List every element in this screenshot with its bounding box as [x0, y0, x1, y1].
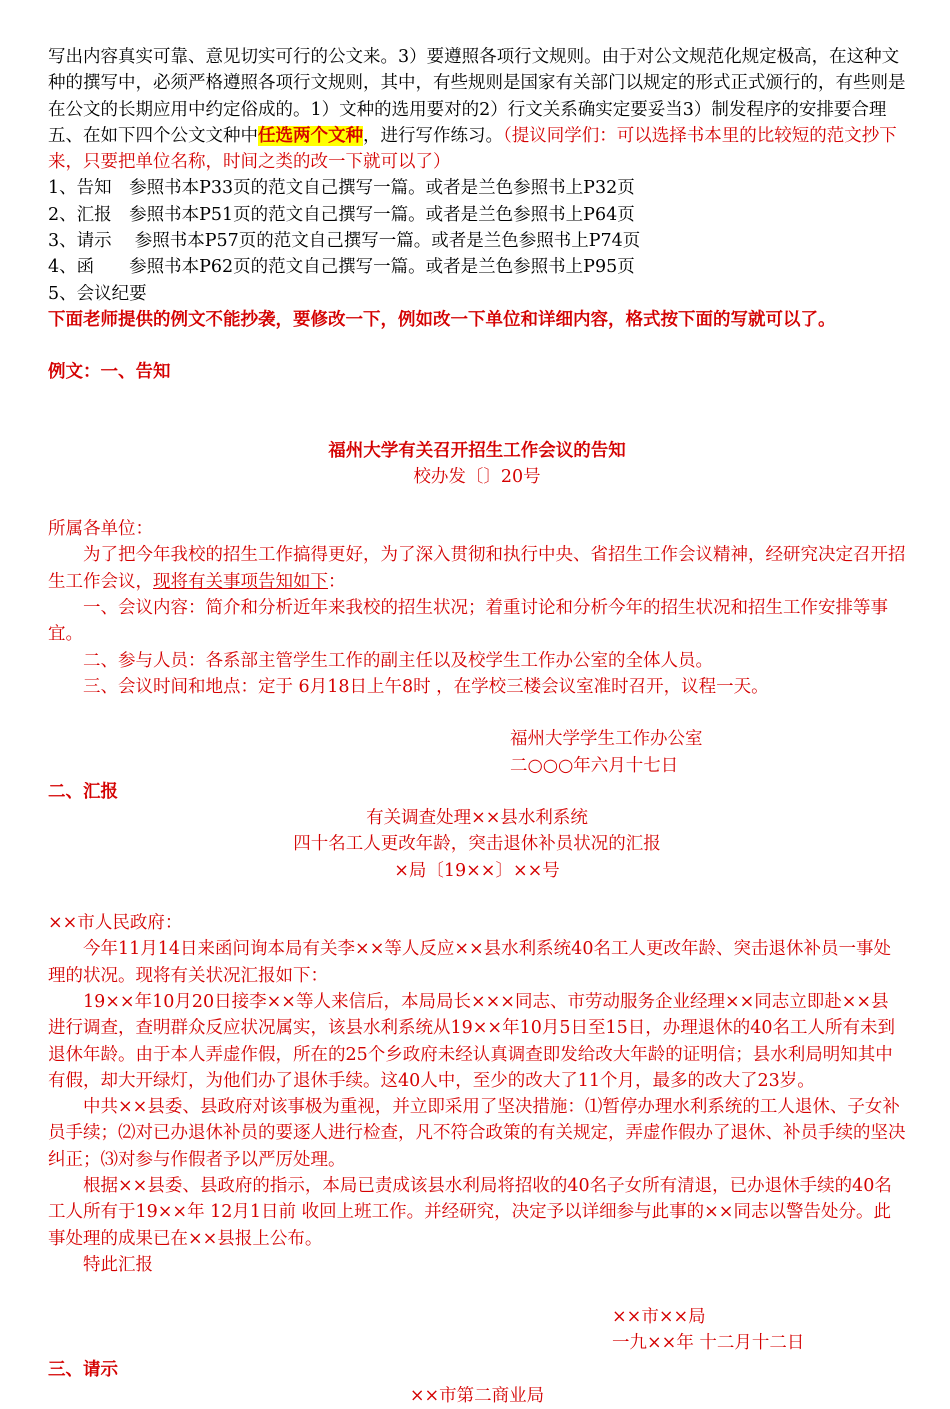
list-item-notice: 1、告知 参照书本P33页的范文自己撰写一篇。或者是兰色参照书上P32页: [48, 178, 635, 199]
notice-title: 福州大学有关召开招生工作会议的告知: [328, 440, 626, 461]
spacer: [48, 386, 906, 412]
report-signature: ××市××局: [612, 1307, 706, 1328]
question-five-prefix: 五、在如下四个公文文种中: [48, 125, 258, 146]
spacer: [48, 1278, 906, 1304]
notice-intro-end: ：: [328, 571, 346, 592]
report-paragraph-1: 今年11月14日来函问询本局有关李××等人反应××县水利系统40名工人更改年龄、突击退休补员一事处理的状况。现将有关状况汇报如下：: [48, 939, 891, 986]
question-five-hint: （提议同学们：可以选择书本里的比较短的范文抄下来，只要把单位名称，时间之类的改一下就可以了）: [48, 125, 897, 173]
spacer: [48, 884, 906, 910]
notice-intro-lead: 为了把今年我校的招生工作搞得更好，为了深入贯彻和执行中央、省招生工作会议精神，经研究决定召开招生工作会议，: [48, 545, 906, 592]
spacer: [48, 490, 906, 516]
list-item-report: 2、汇报 参照书本P51页的范文自己撰写一篇。或者是兰色参照书上P64页: [48, 204, 635, 225]
notice-addressee: 所属各单位：: [48, 519, 153, 540]
list-item-minutes: 5、会议纪要: [48, 283, 147, 304]
report-paragraph-2: 19××年10月20日接李××等人来信后，本局局长×××同志、市劳动服务企业经理××同志立即赴××县进行调查，查明群众反应状况属实，该县水利系统从19××年10月5日至15日，办理退休的40名工人所有未到退休年龄。由于本人弄虚作假，所在的25个乡政府未经认真调查即发给改大年龄的证明信；县水利局明知其中有假，却大开绿灯，为他们办了退休手续。这40人中，至少的改大了11个月，最多的改大了23岁。: [48, 991, 896, 1091]
notice-item-content: 一、会议内容：简介和分析近年来我校的招生状况；着重讨论和分析今年的招生状况和招生工作安排等事宜。: [48, 598, 888, 645]
report-closing: 特此汇报: [83, 1254, 153, 1275]
notice-doc-number: 校办发〔〕20号: [413, 466, 541, 487]
question-five-mid: ，进行写作练习。: [363, 125, 503, 146]
report-addressee: ××市人民政府：: [48, 913, 183, 934]
report-doc-number: ×局〔19××〕××号: [394, 860, 560, 881]
list-item-request: 3、请示 参照书本P57页的范文自己撰写一篇。或者是兰色参照书上P74页: [48, 231, 641, 252]
notice-intro-underlined: 现将有关事项告知如下: [153, 571, 328, 592]
report-paragraph-3: 中共××县委、县政府对该事极为重视，并立即采用了坚决措施：⑴暂停办理水利系统的工人退休、子女补员手续；⑵对已办退休补员的要逐人进行检查，凡不符合政策的有关规定，弄虚作假办了退休、补员手续的坚决纠正；⑶对参与作假者予以严厉处理。: [48, 1097, 906, 1170]
report-paragraph-4: 根据××县委、县政府的指示，本局已责成该县水利局将招收的40名子女所有清退，已办退休手续的40名工人所有于19××年 12月1日前 收回上班工作。并经研究，决定予以详细参与此事的××同志以警告处分。此事处理的成果已在××县报上公布。: [48, 1175, 892, 1249]
list-item-letter: 4、函 参照书本P62页的范文自己撰写一篇。或者是兰色参照书上P95页: [48, 257, 635, 278]
spacer: [48, 333, 906, 359]
report-title-line1: 有关调查处理××县水利系统: [366, 808, 588, 829]
intro-paragraph: 写出内容真实可靠、意见切实可行的公文来。3）要遵照各项行文规则。由于对公文规范化规定极高，在这种文种的撰写中，必须严格遵照各项行文规则，其中，有些规则是国家有关部门以规定的形式正式颁行的，有些则是在公文的长期应用中约定俗成的。1）文种的选用要对的2）行文关系确实定要妥当3）制发程序的安排要合理: [48, 47, 906, 120]
request-org-line: ××市第二商业局: [409, 1386, 545, 1407]
report-section-heading: 二、汇报: [48, 781, 118, 802]
report-title-line2: 四十名工人更改年龄，突击退休补员状况的汇报: [293, 834, 661, 855]
request-section-heading: 三、请示: [48, 1359, 118, 1380]
question-five: [48, 123, 906, 176]
spacer: [48, 700, 906, 726]
notice-date: 二○○○年六月十七日: [510, 755, 679, 776]
notice-section-heading: 例文：一、告知: [48, 362, 171, 383]
notice-intro: [48, 542, 906, 595]
question-five-highlight: 任选两个文种: [258, 125, 363, 146]
notice-item-time-place: 三、会议时间和地点：定于 6月18日上午8时 ，在学校三楼会议室准时召开，议程一天。: [83, 676, 769, 697]
notice-signature: 福州大学学生工作办公室: [510, 729, 703, 750]
spacer: [48, 412, 906, 438]
notice-item-participants: 二、参与人员：各系部主管学生工作的副主任以及校学生工作办公室的全体人员。: [83, 650, 713, 671]
teacher-warning: 下面老师提供的例文不能抄袭，要修改一下，例如改一下单位和详细内容，格式按下面的写就可以了。: [48, 309, 836, 330]
notice-body: [48, 516, 906, 779]
report-body: [48, 805, 906, 1357]
report-date: 一九××年 十二月十二日: [612, 1333, 805, 1354]
